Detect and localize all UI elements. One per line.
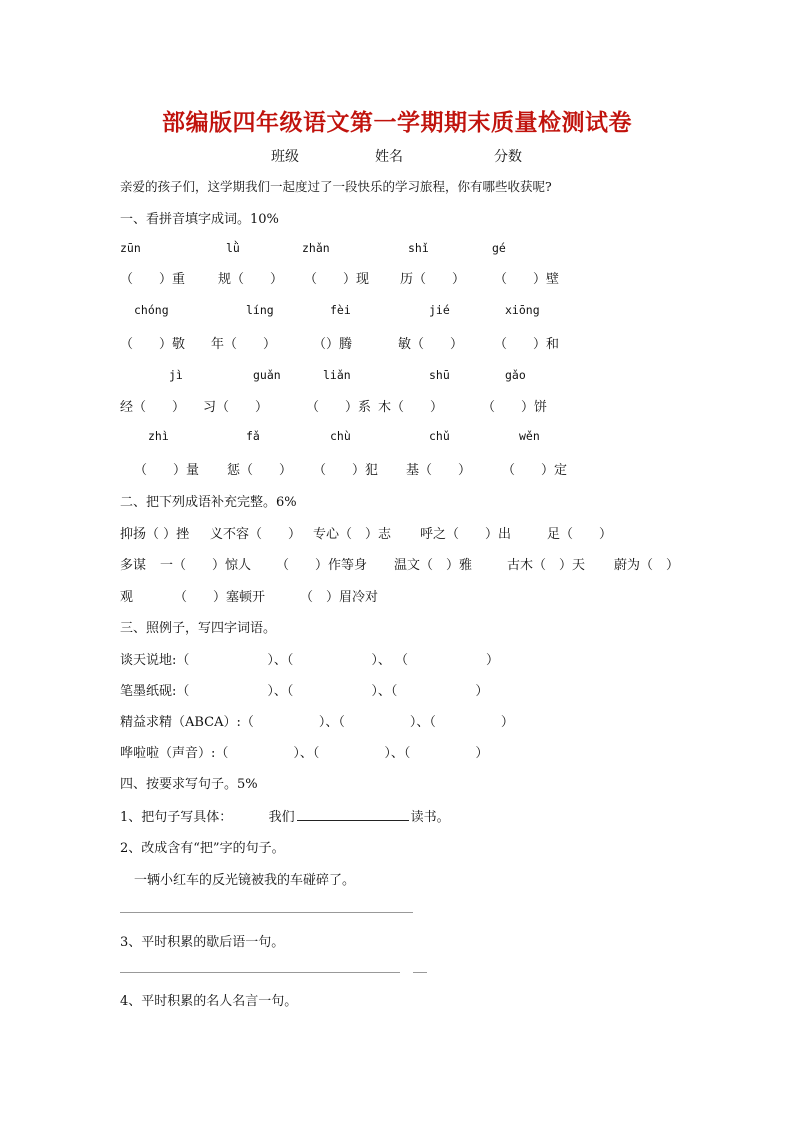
section1-heading: 一、看拼音填字成词。10% bbox=[120, 212, 279, 227]
q1-answer-blank[interactable] bbox=[297, 808, 409, 821]
q1-subject: 我们 bbox=[268, 810, 295, 825]
idiom-blank[interactable]: （ ）眉冷对 bbox=[300, 590, 379, 605]
word-blank[interactable]: （ ）定 bbox=[502, 463, 568, 478]
idiom-blank[interactable]: 蔚为（ ） bbox=[614, 558, 680, 573]
four-char-label: 谈天说地: bbox=[120, 653, 177, 668]
pinyin: zhǎn bbox=[302, 241, 330, 255]
idiom-blank[interactable]: （ ）塞顿开 bbox=[174, 590, 266, 605]
four-char-label: 哗啦啦（声音）: bbox=[120, 746, 216, 761]
four-char-item[interactable] bbox=[120, 711, 514, 730]
pinyin: jié bbox=[429, 303, 450, 317]
pinyin: lǜ bbox=[226, 241, 240, 255]
word-blank[interactable]: 规（ ） bbox=[218, 272, 284, 287]
word-blank[interactable]: 木（ ） bbox=[378, 400, 444, 415]
pinyin: xiōng bbox=[505, 303, 540, 317]
pinyin: shǐ bbox=[408, 241, 429, 255]
word-blank[interactable]: （ ）饼 bbox=[482, 400, 548, 415]
section3-heading: 三、照例子，写四字词语。 bbox=[120, 621, 277, 636]
word-blank[interactable]: 经（ ） bbox=[120, 400, 186, 415]
idiom-blank[interactable]: 义不容（ ） bbox=[210, 527, 302, 542]
question-2-label: 2、改成含有“把”字的句子。 bbox=[120, 841, 285, 856]
four-char-blanks[interactable]: （ ）、（ ）、 （ ） bbox=[176, 653, 500, 668]
word-blank[interactable]: （ ）敬 bbox=[120, 337, 186, 352]
word-blank[interactable]: （ ）量 bbox=[134, 463, 200, 478]
idiom-blank[interactable]: 一（ ）惊人 bbox=[160, 558, 252, 573]
name-label: 姓名 bbox=[375, 149, 403, 165]
pinyin: chǔ bbox=[429, 429, 450, 443]
idiom-blank[interactable]: 呼之（ ）出 bbox=[420, 527, 512, 542]
pinyin: fǎ bbox=[246, 429, 260, 443]
question-1 bbox=[120, 806, 450, 825]
four-char-label: 精益求精（ABCA）: bbox=[120, 715, 241, 730]
idiom-blank[interactable]: 抑扬（ ）挫 bbox=[120, 527, 190, 542]
four-char-label: 笔墨纸砚: bbox=[120, 684, 177, 699]
word-blank[interactable]: （ ）和 bbox=[494, 337, 560, 352]
intro-text: 亲爱的孩子们，这学期我们一起度过了一段快乐的学习旅程，你有哪些收获呢? bbox=[120, 179, 552, 194]
pinyin: shū bbox=[429, 368, 450, 382]
word-blank[interactable]: （ ）壁 bbox=[494, 272, 560, 287]
idiom-blank[interactable]: 温文（ ）雅 bbox=[394, 558, 473, 573]
word-blank[interactable]: 敏（ ） bbox=[398, 337, 464, 352]
four-char-item[interactable] bbox=[120, 680, 488, 699]
section4-heading: 四、按要求写句子。5% bbox=[120, 777, 258, 792]
word-blank[interactable]: 习（ ） bbox=[203, 400, 269, 415]
question-3-label: 3、平时积累的歇后语一句。 bbox=[120, 935, 285, 950]
four-char-item[interactable] bbox=[120, 649, 499, 668]
idiom-blank[interactable]: 观 bbox=[120, 590, 134, 605]
pinyin: gé bbox=[492, 241, 506, 255]
idiom-blank[interactable]: 专心（ ）志 bbox=[313, 527, 392, 542]
pinyin: gǎo bbox=[505, 368, 526, 382]
idiom-blank[interactable]: 足（ ） bbox=[547, 527, 613, 542]
idiom-blank[interactable]: 古木（ ）天 bbox=[507, 558, 586, 573]
word-blank[interactable]: （ ）犯 bbox=[313, 463, 379, 478]
word-blank[interactable]: （ ）系 bbox=[306, 400, 372, 415]
idiom-blank[interactable]: 多谋 bbox=[120, 558, 147, 573]
q1-label: 1、把句子写具体： bbox=[120, 810, 233, 825]
word-blank[interactable]: 惩（ ） bbox=[227, 463, 293, 478]
pinyin: wěn bbox=[519, 429, 540, 443]
word-blank[interactable]: 年（ ） bbox=[211, 337, 277, 352]
class-label: 班级 bbox=[271, 149, 299, 165]
pinyin: chù bbox=[330, 429, 351, 443]
four-char-item[interactable] bbox=[120, 742, 488, 761]
four-char-blanks[interactable]: （ ）、（ ）、（ ） bbox=[240, 715, 514, 730]
pinyin: liǎn bbox=[323, 368, 351, 382]
answer-line[interactable] bbox=[120, 912, 413, 913]
pinyin: chóng bbox=[134, 303, 169, 317]
four-char-blanks[interactable]: （ ）、（ ）、（ ） bbox=[215, 746, 489, 761]
word-blank[interactable]: （ ）现 bbox=[304, 272, 370, 287]
answer-line[interactable] bbox=[120, 972, 400, 973]
q1-end: 读书。 bbox=[410, 810, 450, 825]
section2-heading: 二、把下列成语补充完整。6% bbox=[120, 495, 297, 510]
question-4-label: 4、平时积累的名人名言一句。 bbox=[120, 994, 298, 1009]
score-label: 分数 bbox=[494, 149, 522, 165]
word-blank[interactable]: 基（ ） bbox=[406, 463, 472, 478]
pinyin: fèi bbox=[330, 303, 351, 317]
word-blank[interactable]: 历（ ） bbox=[400, 272, 466, 287]
word-blank[interactable]: （ ）重 bbox=[120, 272, 186, 287]
question-2-sentence: 一辆小红车的反光镜被我的车碰碎了。 bbox=[134, 873, 356, 888]
pinyin: guǎn bbox=[253, 368, 281, 382]
idiom-blank[interactable]: （ ）作等身 bbox=[276, 558, 368, 573]
pinyin: zhì bbox=[148, 429, 169, 443]
word-blank[interactable]: （）腾 bbox=[313, 337, 353, 352]
pinyin: líng bbox=[246, 303, 274, 317]
page-title: 部编版四年级语文第一学期期末质量检测试卷 bbox=[162, 109, 632, 136]
answer-line[interactable] bbox=[413, 972, 427, 973]
pinyin: jì bbox=[169, 368, 183, 382]
pinyin: zūn bbox=[120, 241, 141, 255]
four-char-blanks[interactable]: （ ）、（ ）、（ ） bbox=[176, 684, 489, 699]
